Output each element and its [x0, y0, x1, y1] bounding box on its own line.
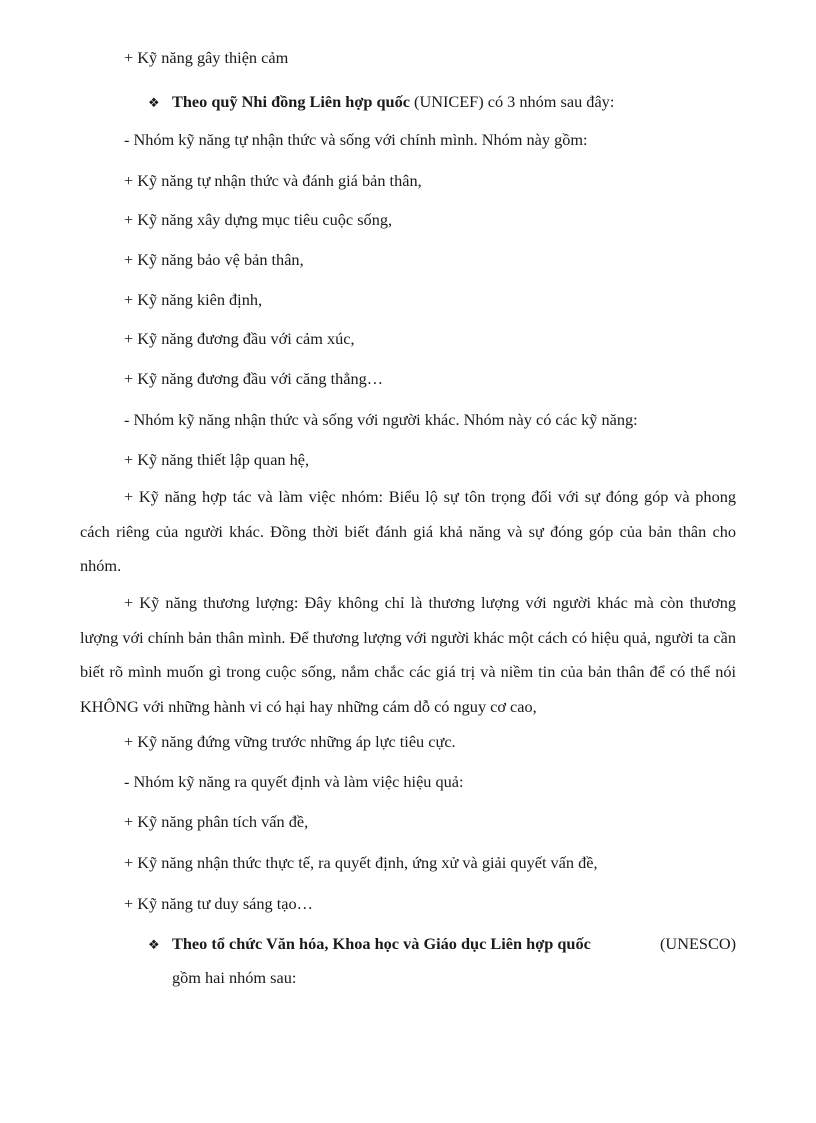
- text-line: + Kỹ năng đương đầu với cảm xúc,: [124, 329, 355, 348]
- text-line: + Kỹ năng phân tích vấn đề,: [124, 812, 309, 831]
- heading-rest: (UNICEF) có 3 nhóm sau đây:: [409, 92, 615, 111]
- text-line: + Kỹ năng đứng vững trước những áp lực tiêu cực.: [124, 732, 456, 751]
- text-line: + Kỹ năng gây thiện cảm: [124, 48, 289, 67]
- text-line: - Nhóm kỹ năng ra quyết định và làm việc hiệu quả:: [124, 772, 464, 791]
- section-heading-continuation: gồm hai nhóm sau:: [172, 968, 297, 987]
- heading-bold: Theo quỹ Nhi đồng Liên hợp quốc: [172, 92, 410, 111]
- heading-bold: Theo tổ chức Văn hóa, Khoa học và Giáo dục Liên hợp quốc: [172, 934, 591, 953]
- text-line: + Kỹ năng tự nhận thức và đánh giá bản thân,: [124, 171, 422, 190]
- diamond-bullet-icon: ❖: [148, 938, 160, 953]
- text-line: + Kỹ năng thiết lập quan hệ,: [124, 450, 310, 469]
- text-line: + Kỹ năng đương đầu với căng thẳng…: [124, 369, 384, 388]
- text-line: + Kỹ năng nhận thức thực tế, ra quyết định, ứng xử và giải quyết vấn đề,: [124, 853, 598, 872]
- text-line: + Kỹ năng tư duy sáng tạo…: [124, 894, 313, 913]
- text-line: - Nhóm kỹ năng tự nhận thức và sống với chính mình. Nhóm này gồm:: [124, 130, 588, 149]
- text-line: + Kỹ năng kiên định,: [124, 290, 263, 309]
- text-line: - Nhóm kỹ năng nhận thức và sống với người khác. Nhóm này có các kỹ năng:: [124, 410, 638, 429]
- heading-rest: (UNESCO): [660, 934, 736, 953]
- paragraph-negotiation: + Kỹ năng thương lượng: Đây không chỉ là thương lượng với người khác mà còn thương lượng với chính bản thân mình. Để thương lượng với người khác một cách có hiệu quả, người ta cần biết rõ mình muốn gì trong cuộc sống, nắm chắc các giá trị và niềm tin của bản thân để có thể nói KHÔNG với những hành vi có hại hay những cám dỗ có nguy cơ cao,: [80, 593, 736, 716]
- section-heading-unicef: [148, 92, 614, 114]
- text-line: + Kỹ năng bảo vệ bản thân,: [124, 250, 304, 269]
- text-line: + Kỹ năng xây dựng mục tiêu cuộc sống,: [124, 210, 393, 229]
- section-heading-unesco: [148, 934, 736, 956]
- diamond-bullet-icon: ❖: [148, 96, 160, 111]
- paragraph-teamwork: + Kỹ năng hợp tác và làm việc nhóm: Biểu lộ sự tôn trọng đối với sự đóng góp và phong cách riêng của người khác. Đồng thời biết đánh giá khả năng và sự đóng góp của bản thân cho nhóm.: [80, 487, 736, 575]
